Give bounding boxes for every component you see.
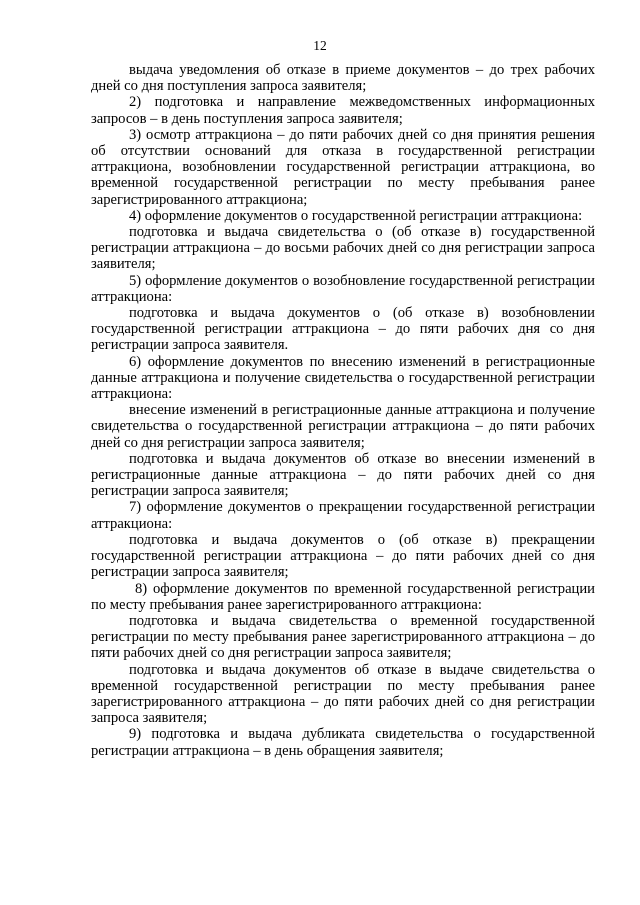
paragraph: 2) подготовка и направление межведомственных информационных запросов – в день поступления запроса заявителя; [91, 94, 595, 127]
document-body [91, 62, 595, 759]
paragraph: подготовка и выдача документов о (об отказе в) прекращении государственной регистрации аттракциона – до пяти рабочих дней со дня регистрации запроса заявителя; [91, 531, 595, 581]
paragraph: подготовка и выдача документов о (об отказе в) возобновлении государственной регистрации аттракциона – до пяти рабочих дня со дня регистрации запроса заявителя. [91, 305, 595, 354]
paragraph: подготовка и выдача свидетельства о (об отказе в) государственной регистрации аттракциона – до восьми рабочих дней со дня регистрации запроса заявителя; [91, 224, 595, 273]
paragraph: 5) оформление документов о возобновление государственной регистрации аттракциона: [91, 272, 595, 305]
paragraph: 3) осмотр аттракциона – до пяти рабочих дней со дня принятия решения об отсутствии оснований для отказа в государственной регистрации аттракциона, возобновлении государственной регистрации аттракциона, во временной государственной регистрации по месту пребывания ранее зарегистрированного аттракциона; [91, 126, 595, 208]
paragraph: выдача уведомления об отказе в приеме документов – до трех рабочих дней со дня поступления запроса заявителя; [91, 62, 595, 95]
paragraph: 7) оформление документов о прекращении государственной регистрации аттракциона: [91, 499, 595, 532]
paragraph: подготовка и выдача свидетельства о временной государственной регистрации по месту пребывания ранее зарегистрированного аттракциона – до пяти рабочих дней со дня регистрации запроса заявителя; [91, 612, 595, 662]
paragraph: 4) оформление документов о государственной регистрации аттракциона: [129, 207, 583, 224]
paragraph: 8) оформление документов по временной государственной регистрации по месту пребывания ранее зарегистрированного аттракциона: [91, 580, 595, 613]
page-number: 12 [313, 38, 327, 53]
paragraph: 9) подготовка и выдача дубликата свидетельства о государственной регистрации аттракциона – в день обращения заявителя; [91, 726, 595, 759]
paragraph: внесение изменений в регистрационные данные аттракциона и получение свидетельства о государственной регистрации аттракциона – до пяти рабочих дней со дня регистрации запроса заявителя; [91, 402, 595, 451]
paragraph: 6) оформление документов по внесению изменений в регистрационные данные аттракциона и получение свидетельства о государственной регистрации аттракциона: [91, 353, 595, 403]
paragraph: подготовка и выдача документов об отказе в выдаче свидетельства о временной государственной регистрации по месту пребывания ранее зарегистрированного аттракциона – до пяти рабочих дней со дня регистрации запроса заявителя; [91, 661, 595, 727]
paragraph: подготовка и выдача документов об отказе во внесении изменений в регистрационные данные аттракциона – до пяти рабочих дней со дня регистрации запроса заявителя; [91, 450, 595, 500]
